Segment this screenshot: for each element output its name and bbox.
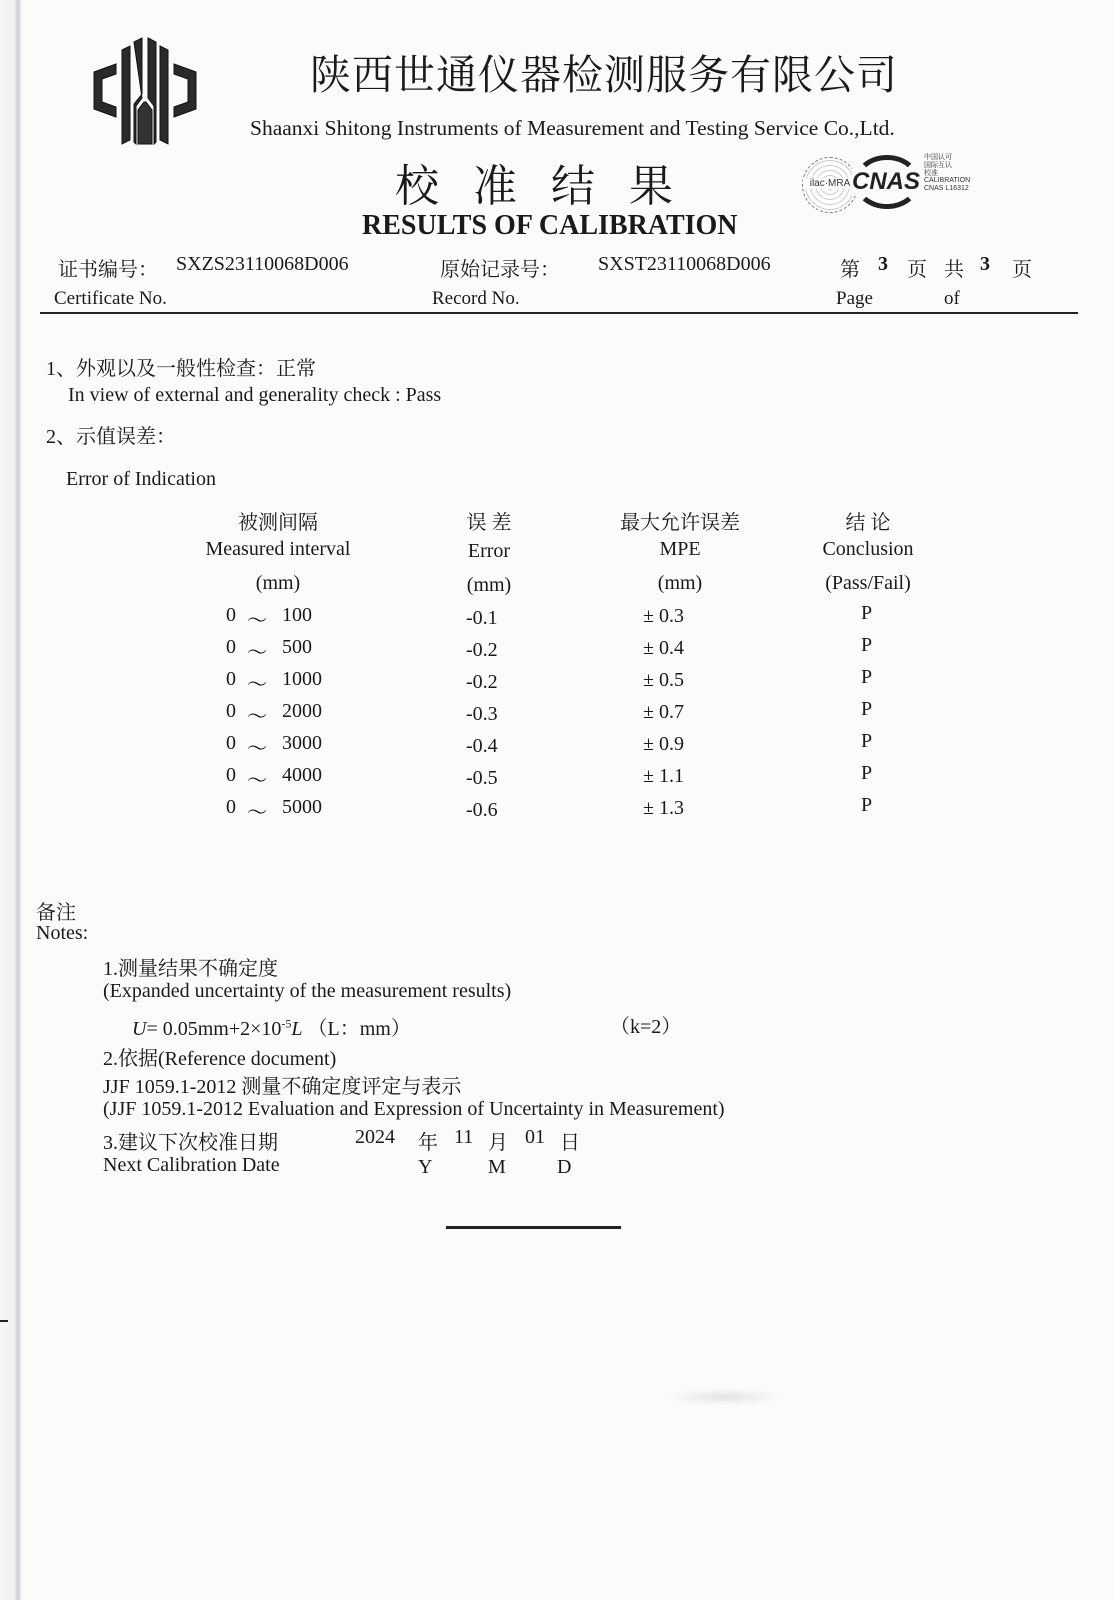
formula-l: L	[291, 1018, 303, 1040]
cnas-calibration-label: CALIBRATION	[924, 177, 971, 184]
cnas-text: CNAS	[852, 168, 921, 195]
ilac-mra-text: ilac·MRA	[803, 178, 857, 189]
cnas-caption-line: 国际互认	[924, 161, 952, 169]
header-error-en: Error	[467, 540, 511, 562]
mpe-value: ± 1.1	[643, 765, 684, 787]
error-value: -0.3	[466, 703, 498, 725]
d-label: D	[557, 1156, 572, 1178]
header-interval-en: Measured interval	[205, 538, 351, 560]
certificate-label-en: Certificate No.	[54, 288, 167, 309]
note-2-cn: 2.依据(Reference document)	[103, 1048, 337, 1070]
interval-end: 2000	[282, 700, 322, 722]
coverage-factor: （k=2）	[610, 1016, 682, 1038]
interval-end: 1000	[282, 668, 322, 690]
page-prefix-cn: 第	[840, 259, 860, 281]
page-current: 3	[878, 253, 888, 275]
ilac-mra-badge-icon	[802, 157, 858, 213]
note-2-reference-cn: JJF 1059.1-2012 测量不确定度评定与表示	[103, 1076, 462, 1098]
cnas-caption	[924, 153, 970, 193]
faint-stamp-residue	[665, 1388, 785, 1406]
interval-start: 0	[226, 668, 236, 690]
header-error-cn: 误 差	[466, 512, 512, 534]
certificate-number: SXZS23110068D006	[176, 253, 349, 275]
cnas-caption-line: 校准	[924, 169, 938, 177]
error-value: -0.1	[466, 607, 498, 629]
error-value: -0.6	[466, 799, 498, 821]
interval-end: 4000	[282, 764, 322, 786]
y-label: Y	[418, 1156, 433, 1178]
of-label-en: of	[944, 288, 960, 309]
document-title-en: RESULTS OF CALIBRATION	[362, 210, 738, 241]
notes-heading-en: Notes:	[36, 922, 89, 944]
mpe-value: ± 0.9	[643, 733, 684, 755]
day-label-cn: 日	[560, 1132, 580, 1154]
header-interval-unit: (mm)	[255, 572, 301, 594]
conclusion-value: P	[861, 730, 873, 752]
interval-separator: ～	[247, 802, 267, 824]
next-calibration-year: 2024	[355, 1126, 395, 1148]
note-1-cn: 1.测量结果不确定度	[103, 958, 278, 980]
section-1-title-en: In view of external and generality check : Pass	[68, 384, 442, 406]
conclusion-value: P	[861, 602, 873, 624]
mpe-value: ± 0.4	[643, 637, 684, 659]
page-left-edge-shadow	[0, 0, 22, 1600]
interval-start: 0	[226, 764, 236, 786]
record-number: SXST23110068D006	[598, 253, 771, 275]
conclusion-value: P	[861, 634, 873, 656]
mpe-value: ± 0.3	[643, 605, 684, 627]
company-name-cn: 陕西世通仪器检测服务有限公司	[310, 51, 898, 99]
edge-tick-mark	[0, 1320, 8, 1322]
interval-separator: ～	[247, 642, 267, 664]
mpe-value: ± 0.5	[643, 669, 684, 691]
header-mpe-unit: (mm)	[657, 572, 703, 594]
interval-end: 3000	[282, 732, 322, 754]
interval-start: 0	[226, 796, 236, 818]
header-error-unit: (mm)	[466, 574, 512, 596]
formula-u: U	[132, 1018, 147, 1040]
page-suffix-cn: 页	[1012, 259, 1032, 281]
m-label: M	[488, 1156, 506, 1178]
header-mpe-en: MPE	[659, 538, 701, 560]
accreditation-badges	[802, 153, 1007, 213]
conclusion-value: P	[861, 762, 873, 784]
header-conclusion-en: Conclusion	[822, 538, 914, 560]
interval-separator: ～	[247, 674, 267, 696]
cnas-caption-line: 中国认可	[924, 153, 952, 161]
month-label-cn: 月	[488, 1132, 508, 1154]
interval-start: 0	[226, 700, 236, 722]
company-logo-icon	[86, 32, 204, 150]
error-value: -0.5	[466, 767, 498, 789]
interval-separator: ～	[247, 738, 267, 760]
next-calibration-month: 11	[454, 1126, 474, 1148]
note-3-en: Next Calibration Date	[103, 1154, 280, 1176]
interval-end: 5000	[282, 796, 322, 818]
mpe-value: ± 1.3	[643, 797, 684, 819]
formula-main: = 0.05mm+2×10	[146, 1018, 282, 1040]
next-calibration-day: 01	[525, 1126, 545, 1148]
uncertainty-formula	[132, 1012, 411, 1041]
interval-separator: ～	[247, 706, 267, 728]
header-mpe-cn: 最大允许误差	[620, 512, 740, 534]
end-of-content-line	[446, 1226, 621, 1229]
note-1-en: (Expanded uncertainty of the measurement results)	[103, 980, 512, 1002]
interval-end: 100	[282, 604, 312, 626]
interval-start: 0	[226, 732, 236, 754]
record-label-cn: 原始记录号：	[440, 259, 560, 281]
cnas-accreditation-number: CNAS L16312	[924, 185, 969, 192]
error-value: -0.4	[466, 735, 498, 757]
conclusion-value: P	[861, 666, 873, 688]
year-label-cn: 年	[418, 1132, 438, 1154]
header-conclusion-cn: 结 论	[845, 512, 891, 534]
note-2-reference-en: (JJF 1059.1-2012 Evaluation and Expression of Uncertainty in Measurement)	[103, 1098, 725, 1120]
section-2-title-cn: 2、示值误差：	[46, 426, 176, 448]
interval-end: 500	[282, 636, 312, 658]
interval-separator: ～	[247, 610, 267, 632]
header-interval-cn: 被测间隔	[238, 512, 318, 534]
certificate-label-cn: 证书编号：	[58, 259, 158, 281]
conclusion-value: P	[861, 698, 873, 720]
mpe-value: ± 0.7	[643, 701, 684, 723]
company-name-en: Shaanxi Shitong Instruments of Measurement and Testing Service Co.,Ltd.	[250, 116, 895, 140]
header-conclusion-unit: (Pass/Fail)	[825, 572, 911, 594]
record-label-en: Record No.	[432, 288, 520, 309]
page-mid-cn: 页 共	[907, 259, 970, 281]
error-value: -0.2	[466, 671, 498, 693]
conclusion-value: P	[861, 794, 873, 816]
interval-start: 0	[226, 604, 236, 626]
formula-unit: （L：mm）	[307, 1018, 411, 1040]
section-2-title-en: Error of Indication	[66, 468, 216, 490]
formula-exponent: -5	[281, 1016, 292, 1031]
note-3-cn: 3.建议下次校准日期	[103, 1132, 278, 1154]
notes-heading-cn: 备注	[36, 902, 76, 924]
header-divider	[40, 312, 1078, 314]
page-label-en: Page	[836, 288, 873, 309]
interval-separator: ～	[247, 770, 267, 792]
section-1-title-cn: 1、外观以及一般性检查：正常	[46, 358, 316, 380]
page-total: 3	[980, 253, 990, 275]
error-value: -0.2	[466, 639, 498, 661]
interval-start: 0	[226, 636, 236, 658]
document-title-cn: 校准结果	[395, 161, 707, 212]
